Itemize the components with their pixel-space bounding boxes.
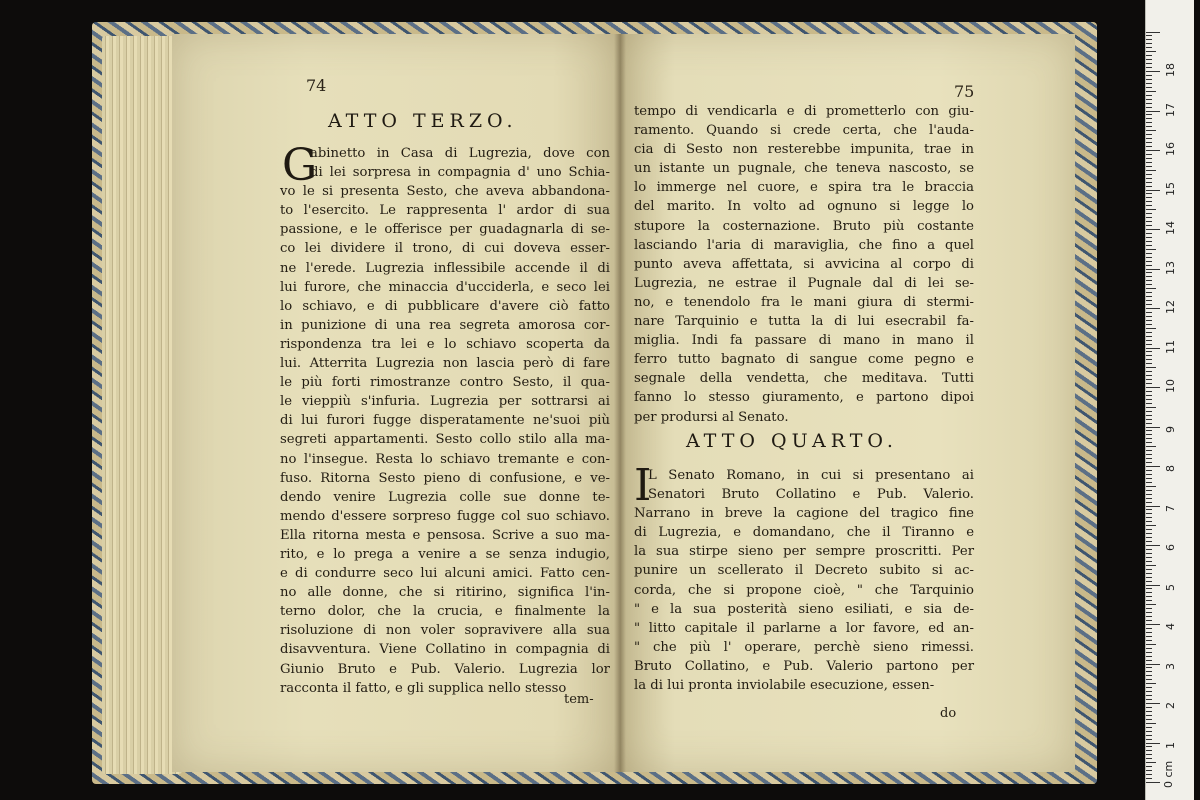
catchword-left: tem- [564, 692, 594, 707]
ruler-tick [1146, 359, 1152, 360]
ruler-tick [1146, 379, 1152, 380]
text-line: di lui furori fugge disperatamente ne'suoi più [280, 413, 610, 429]
ruler-tick [1146, 296, 1152, 297]
ruler-tick [1146, 320, 1152, 321]
ruler-tick [1146, 513, 1152, 514]
ruler-tick [1146, 403, 1152, 404]
ruler-tick [1146, 63, 1152, 64]
text-line: vo le si presenta Sesto, che aveva abbandona- [280, 184, 610, 200]
ruler-tick [1146, 91, 1156, 92]
ruler-tick [1146, 95, 1152, 96]
ruler-tick [1146, 640, 1152, 641]
ruler-tick [1146, 423, 1152, 424]
ruler-tick [1146, 525, 1156, 526]
ruler-label: 16 [1164, 142, 1177, 156]
ruler-tick [1146, 166, 1152, 167]
ruler-tick [1146, 419, 1152, 420]
ruler-tick [1146, 735, 1152, 736]
ruler-tick [1146, 348, 1160, 349]
text-line: cia di Sesto non resterebbe impunita, trae in [634, 142, 974, 158]
ruler-label: 13 [1164, 260, 1177, 275]
ruler-tick [1146, 103, 1152, 104]
ruler-tick [1146, 67, 1152, 68]
ruler-tick [1146, 71, 1160, 72]
ruler-tick [1146, 486, 1156, 487]
text-line: co lei dividere il trono, di cui doveva esser- [280, 241, 610, 257]
text-line: ferro tutto bagnato di sangue come pegno e [634, 352, 974, 368]
ruler-tick [1146, 312, 1152, 313]
ruler-tick [1146, 59, 1152, 60]
ruler-tick [1146, 628, 1152, 629]
ruler-label: 7 [1164, 504, 1177, 512]
ruler-tick [1146, 158, 1152, 159]
text-line: tempo di vendicarla e di prometterlo con giu- [634, 104, 974, 119]
ruler-tick [1146, 660, 1152, 661]
text-line: fanno lo stesso giuramento, e partono dipoi [634, 390, 974, 406]
ruler-label: 12 [1164, 300, 1177, 314]
ruler-tick [1146, 375, 1152, 376]
ruler-tick [1146, 344, 1152, 345]
text-line: no, e tenendolo fra le mani giura di stermi- [634, 294, 974, 310]
ruler-label: 5 [1164, 583, 1177, 591]
ruler-tick [1146, 667, 1152, 668]
ruler-tick [1146, 111, 1160, 112]
ruler-tick [1146, 213, 1152, 214]
ruler-tick [1146, 699, 1152, 700]
text-line: terno dolor, che la crucia, e finalmente la [280, 604, 610, 620]
ruler-tick [1146, 679, 1152, 680]
ruler-tick [1146, 174, 1152, 175]
ruler-tick [1146, 743, 1160, 744]
ruler-unit-label: 0 cm [1162, 760, 1175, 788]
ruler-tick [1146, 683, 1156, 684]
text-line: corda, che si propone cioè, " che Tarquinio [634, 582, 974, 598]
ruler-tick [1146, 245, 1152, 246]
ruler-tick [1146, 430, 1152, 431]
right-page [620, 34, 1075, 772]
ruler-label: 8 [1164, 465, 1177, 472]
ruler-tick [1146, 739, 1152, 740]
measuring-ruler [1145, 0, 1194, 800]
ruler-tick [1146, 229, 1160, 230]
ruler-label: 9 [1164, 425, 1177, 433]
ruler-tick [1146, 770, 1152, 771]
text-line: rito, e lo prega a venire a se senza indugio, [280, 546, 610, 562]
ruler-tick [1146, 221, 1152, 222]
text-line: stupore la costernazione. Bruto più costante [634, 218, 974, 234]
text-line: racconta il fatto, e gli supplica nello stesso [280, 680, 567, 696]
text-line: miglia. Indi fa passare di mano in mano il [634, 333, 974, 349]
heading-atto-quarto: ATTO QUARTO. [686, 430, 898, 452]
text-line: no l'insegue. Resta lo schiavo tremante e con- [280, 451, 610, 467]
ruler-label: 11 [1164, 339, 1177, 354]
ruler-label: 3 [1164, 662, 1177, 670]
ruler-tick [1146, 383, 1152, 384]
ruler-tick [1146, 253, 1152, 254]
ruler-tick [1146, 450, 1152, 451]
ruler-tick [1146, 707, 1152, 708]
text-line: lui furore, che minaccia d'ucciderla, e seco lei [280, 279, 610, 295]
text-line: disavventura. Viene Collatino in compagnia di [280, 642, 610, 658]
ruler-tick [1146, 644, 1156, 645]
page-number-right: 75 [954, 82, 975, 101]
text-line: lui. Atterrita Lugrezia non lascia però di fare [280, 356, 610, 372]
text-line: Ella ritorna mesta e pensosa. Scrive a suo ma- [280, 527, 610, 543]
ruler-tick [1146, 371, 1152, 372]
ruler-tick [1146, 55, 1152, 56]
text-line: Narrano in breve la cagione del tragico fine [634, 506, 974, 522]
ruler-tick [1146, 182, 1152, 183]
ruler-tick [1146, 134, 1152, 135]
text-line: punire un scellerato il Decreto subito si ac- [634, 563, 974, 579]
ruler-tick [1146, 458, 1152, 459]
text-line: segreti appartamenti. Sesto collo stilo alla ma- [280, 432, 610, 448]
ruler-tick [1146, 186, 1152, 187]
text-line: lasciando l'aria di maraviglia, che fino a quel [634, 237, 974, 253]
text-line: di Lugrezia, e domandano, che il Tiranno e [634, 525, 974, 541]
ruler-tick [1146, 502, 1152, 503]
ruler-tick [1146, 79, 1152, 80]
text-line: e di condurre seco lui alcuni amici. Fatto cen- [280, 566, 610, 582]
ruler-tick [1146, 276, 1152, 277]
ruler-tick [1146, 87, 1152, 88]
ruler-tick [1146, 553, 1152, 554]
ruler-tick [1146, 727, 1152, 728]
text-line: di lei sorpresa in compagnia d' uno Schia- [310, 165, 610, 181]
ruler-tick [1146, 446, 1156, 447]
text-line: risoluzione di non voler sopravivere alla sua [280, 623, 610, 639]
ruler-tick [1146, 39, 1152, 40]
ruler-tick [1146, 664, 1160, 665]
ruler-tick [1146, 269, 1160, 270]
ruler-tick [1146, 332, 1152, 333]
text-line: nare Tarquinio e tutta la di lui esecrabil fa- [634, 314, 974, 330]
ruler-tick [1146, 308, 1160, 309]
text-line: segnale della vendetta, che meditava. Tutti [634, 371, 974, 387]
ruler-tick [1146, 608, 1152, 609]
ruler-tick [1146, 691, 1152, 692]
text-line: punto aveva affettata, si avvicina al corpo di [634, 256, 974, 272]
ruler-tick [1146, 494, 1152, 495]
text-line: passione, e le offerisce per guadagnarla di se- [280, 222, 610, 238]
ruler-tick [1146, 427, 1160, 428]
ruler-tick [1146, 565, 1156, 566]
ruler-tick [1146, 47, 1152, 48]
ruler-tick [1146, 415, 1152, 416]
text-line: " litto capitale il parlarne a lor favore, ed an- [634, 620, 974, 636]
ruler-tick [1146, 280, 1152, 281]
ruler-label: 18 [1164, 63, 1177, 77]
ruler-tick [1146, 43, 1152, 44]
ruler-label: 15 [1164, 181, 1177, 196]
ruler-tick [1146, 324, 1152, 325]
ruler-label: 14 [1164, 221, 1177, 235]
ruler-tick [1146, 656, 1152, 657]
ruler-tick [1146, 51, 1156, 52]
ruler-tick [1146, 581, 1152, 582]
ruler-tick [1146, 237, 1152, 238]
ruler-label: 10 [1164, 379, 1177, 393]
ruler-tick [1146, 150, 1160, 151]
ruler-tick [1146, 83, 1152, 84]
ruler-tick [1146, 585, 1160, 586]
ruler-tick [1146, 537, 1152, 538]
text-line: un istante un pugnale, che teneva nascosto, se [634, 161, 974, 177]
ruler-tick [1146, 719, 1152, 720]
ruler-tick [1146, 233, 1152, 234]
ruler-tick [1146, 395, 1152, 396]
ruler-tick [1146, 782, 1160, 783]
text-line: rispondenza tra lei e lo schiavo scoperta da [280, 336, 610, 352]
ruler-tick [1146, 35, 1152, 36]
ruler-tick [1146, 288, 1156, 289]
ruler-tick [1146, 715, 1152, 716]
ruler-tick [1146, 521, 1152, 522]
text-line: to l'esercito. Le rappresenta l' ardor di sua [280, 203, 610, 219]
ruler-tick [1146, 758, 1152, 759]
ruler-tick [1146, 399, 1152, 400]
ruler-tick [1146, 205, 1152, 206]
ruler-tick [1146, 265, 1152, 266]
ruler-tick [1146, 351, 1152, 352]
ruler-tick [1146, 201, 1152, 202]
ruler-tick [1146, 292, 1152, 293]
ruler-tick [1146, 391, 1152, 392]
ruler-tick [1146, 138, 1152, 139]
text-line: Giunio Bruto e Pub. Valerio. Lugrezia lor [280, 661, 610, 677]
page-number-left: 74 [306, 76, 327, 95]
ruler-label: 1 [1164, 741, 1177, 749]
ruler-tick [1146, 170, 1156, 171]
ruler-tick [1146, 675, 1152, 676]
text-line: abinetto in Casa di Lugrezia, dove con [310, 146, 610, 161]
ruler-tick [1146, 355, 1152, 356]
ruler-tick [1146, 411, 1152, 412]
ruler-tick [1146, 363, 1152, 364]
ruler-tick [1146, 114, 1152, 115]
ruler-tick [1146, 367, 1156, 368]
ruler-tick [1146, 723, 1156, 724]
ruler-tick [1146, 533, 1152, 534]
ruler-tick [1146, 561, 1152, 562]
ruler-tick [1146, 616, 1152, 617]
ruler-tick [1146, 304, 1152, 305]
ruler-tick [1146, 454, 1152, 455]
ruler-tick [1146, 754, 1152, 755]
text-line: " che più l' operare, perchè sieno rimessi. [634, 639, 974, 655]
ruler-tick [1146, 624, 1160, 625]
ruler-tick [1146, 509, 1152, 510]
ruler-tick [1146, 190, 1160, 191]
text-line: per prodursi al Senato. [634, 409, 789, 425]
text-line: ne l'erede. Lugrezia inflessibile accende il di [280, 260, 610, 276]
drop-cap-left: G [282, 140, 318, 191]
ruler-tick [1146, 711, 1152, 712]
ruler-tick [1146, 549, 1152, 550]
ruler-tick [1146, 478, 1152, 479]
ruler-tick [1146, 506, 1160, 507]
ruler-tick [1146, 588, 1152, 589]
ruler-tick [1146, 592, 1152, 593]
ruler-tick [1146, 336, 1152, 337]
ruler-tick [1146, 130, 1156, 131]
ruler-tick [1146, 577, 1152, 578]
ruler-tick [1146, 197, 1152, 198]
ruler-tick [1146, 340, 1152, 341]
ruler-tick [1146, 284, 1152, 285]
ruler-tick [1146, 249, 1156, 250]
left-body-text [280, 140, 610, 698]
ruler-tick [1146, 620, 1152, 621]
ruler-tick [1146, 529, 1152, 530]
ruler-label: 2 [1164, 702, 1177, 709]
ruler-tick [1146, 636, 1152, 637]
ruler-tick [1146, 438, 1152, 439]
ruler-tick [1146, 272, 1152, 273]
ruler-tick [1146, 126, 1152, 127]
ruler-tick [1146, 750, 1152, 751]
ruler-tick [1146, 612, 1152, 613]
ruler-tick [1146, 146, 1152, 147]
ruler-tick [1146, 596, 1152, 597]
ruler-tick [1146, 541, 1152, 542]
text-line: mendo d'essere sorpreso fugge col suo schiavo. [280, 508, 610, 524]
ruler-tick [1146, 387, 1160, 388]
ruler-tick [1146, 687, 1152, 688]
ruler-tick [1146, 209, 1156, 210]
ruler-tick [1146, 99, 1152, 100]
catchword-right: do [940, 706, 957, 721]
right-body-text-bottom [634, 460, 974, 695]
ruler-tick [1146, 178, 1152, 179]
ruler-tick [1146, 766, 1152, 767]
ruler-tick [1146, 142, 1152, 143]
ruler-tick [1146, 600, 1152, 601]
ruler-tick [1146, 225, 1152, 226]
text-line: in punizione di una rea segreta amorosa cor- [280, 317, 610, 333]
ruler-label: 4 [1164, 623, 1177, 630]
ruler-tick [1146, 434, 1152, 435]
ruler-tick [1146, 731, 1152, 732]
ruler-label: 6 [1164, 544, 1177, 551]
book-gutter [614, 34, 626, 772]
ruler-tick [1146, 517, 1152, 518]
text-line: ramento. Quando si crede certa, che l'auda- [634, 123, 974, 139]
ruler-tick [1146, 300, 1152, 301]
ruler-tick [1146, 545, 1160, 546]
ruler-tick [1146, 466, 1160, 467]
page-edges [102, 36, 182, 774]
ruler-tick [1146, 257, 1152, 258]
ruler-tick [1146, 107, 1152, 108]
text-line: Senatori Bruto Collatino e Pub. Valerio. [648, 487, 974, 503]
text-line: no alle donne, che si ritirino, significa l'in- [280, 585, 610, 601]
ruler-tick [1146, 703, 1160, 704]
text-line: dendo venire Lugrezia colle sue donne te- [280, 489, 610, 505]
ruler-tick [1146, 32, 1160, 33]
ruler-tick [1146, 316, 1152, 317]
text-line: la di lui pronta inviolabile esecuzione, essen- [634, 678, 935, 694]
text-line: fuso. Ritorna Sesto pieno di confusione, e ve- [280, 470, 610, 486]
ruler-tick [1146, 241, 1152, 242]
ruler-tick [1146, 261, 1152, 262]
ruler-tick [1146, 746, 1152, 747]
ruler-tick [1146, 328, 1156, 329]
ruler-tick [1146, 407, 1156, 408]
ruler-tick [1146, 762, 1156, 763]
ruler-tick [1146, 648, 1152, 649]
ruler-tick [1146, 474, 1152, 475]
ruler-tick [1146, 442, 1152, 443]
ruler-tick [1146, 557, 1152, 558]
text-line: lo schiavo, e di pubblicare d'avere ciò fatto [280, 298, 610, 314]
ruler-tick [1146, 604, 1156, 605]
ruler-tick [1146, 118, 1152, 119]
ruler-tick [1146, 652, 1152, 653]
ruler-tick [1146, 193, 1152, 194]
ruler-tick [1146, 774, 1152, 775]
ruler-tick [1146, 217, 1152, 218]
text-line: le più forti rimostranze contro Sesto, il qua- [280, 375, 610, 391]
ruler-tick [1146, 75, 1152, 76]
ruler-tick [1146, 671, 1152, 672]
book [92, 22, 1097, 784]
text-line: L Senato Romano, in cui si presentano ai [648, 468, 974, 483]
ruler-tick [1146, 695, 1152, 696]
right-body-text-top [634, 102, 974, 427]
ruler-tick [1146, 462, 1152, 463]
ruler-tick [1146, 632, 1152, 633]
text-line: le vieppiù s'infuria. Lugrezia per sottrarsi ai [280, 394, 610, 410]
ruler-tick [1146, 162, 1152, 163]
drop-cap-right: I [634, 460, 652, 511]
ruler-tick [1146, 498, 1152, 499]
ruler-tick [1146, 778, 1152, 779]
ruler-tick [1146, 573, 1152, 574]
text-line: la sua stirpe sieno per sempre proscritti. Per [634, 544, 974, 560]
left-page [172, 34, 620, 772]
text-line: lo immerge nel cuore, e spira tra le braccia [634, 180, 974, 196]
ruler-tick [1146, 470, 1152, 471]
ruler-label: 17 [1164, 102, 1177, 117]
text-line: del marito. In volto ad ognuno si legge lo [634, 199, 974, 215]
ruler-tick [1146, 482, 1152, 483]
text-line: Lugrezia, ne estrae il Pugnale dal di lei se- [634, 275, 974, 291]
ruler-tick [1146, 154, 1152, 155]
ruler-tick [1146, 122, 1152, 123]
text-line: Bruto Collatino, e Pub. Valerio partono per [634, 658, 974, 674]
ruler-tick [1146, 569, 1152, 570]
text-line: " e la sua posterità sieno esiliati, e sia de- [634, 601, 974, 617]
ruler-tick [1146, 490, 1152, 491]
heading-atto-terzo: ATTO TERZO. [328, 110, 518, 132]
